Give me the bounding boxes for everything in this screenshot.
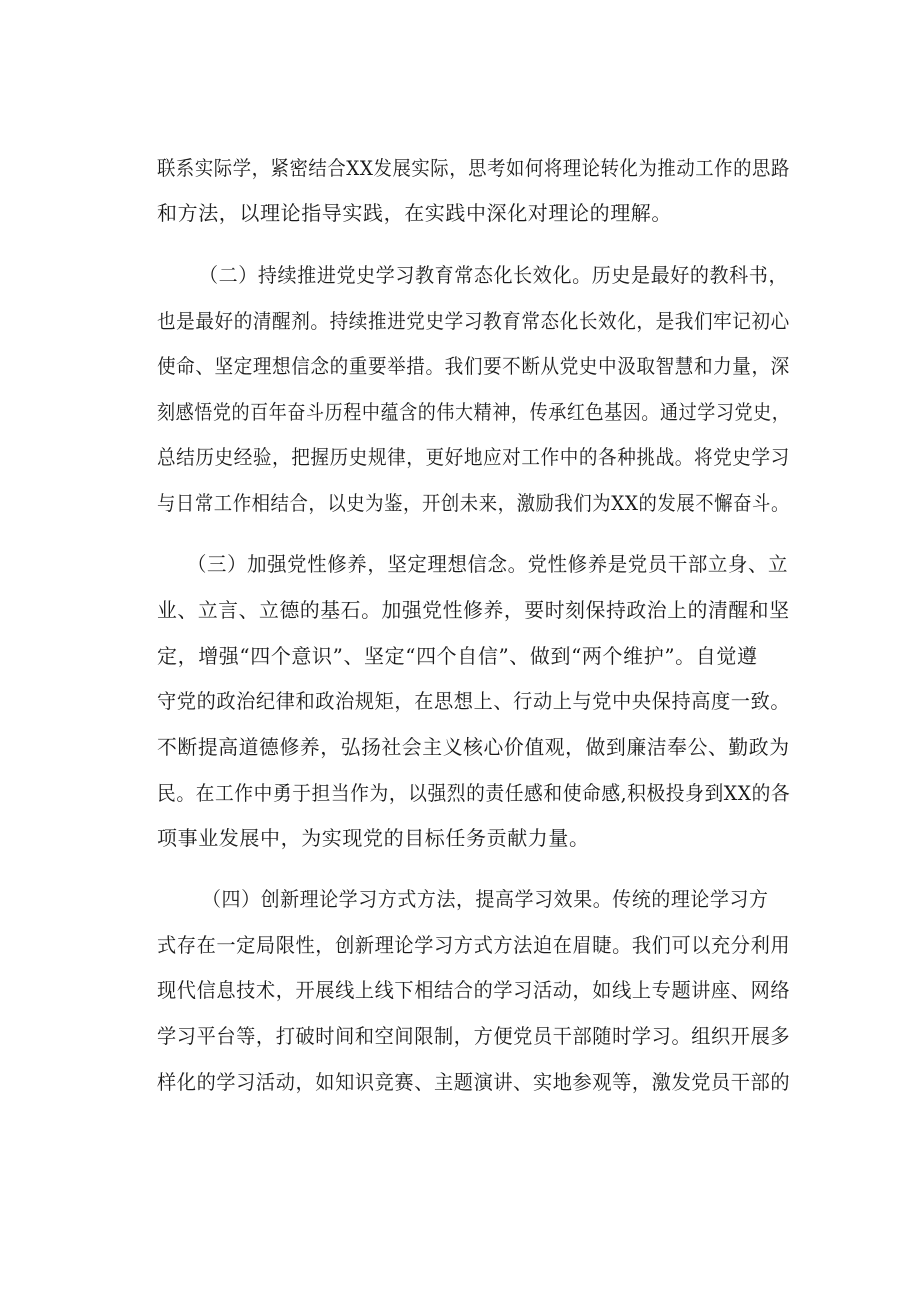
paragraph-3-line-6: 民。在工作中勇于担当作为，以强烈的责任感和使命感,积极投身到XX的各: [157, 781, 791, 805]
paragraph-2-line-3: 使命、坚定理想信念的重要举措。我们要不断从党史中汲取智慧和力量，深: [157, 354, 790, 378]
paragraph-1-line-2: 和方法，以理论指导实践，在实践中深化对理论的理解。: [157, 201, 672, 225]
paragraph-3-line-7: 项事业发展中，为实现党的目标任务贡献力量。: [157, 826, 590, 850]
paragraph-2-line-4: 刻感悟党的百年奋斗历程中蕴含的伟大精神，传承红色基因。通过学习党史，: [157, 400, 791, 424]
paragraph-3-line-3: 定，增强“四个意识”、坚定“四个自信”、做到“两个维护”。自觉遵: [157, 644, 758, 668]
paragraph-4-line-1: （四）创新理论学习方式方法，提高学习效果。传统的理论学习方: [202, 887, 769, 911]
paragraph-4-line-4: 学习平台等，打破时间和空间限制，方便党员干部随时学习。组织开展多: [157, 1024, 791, 1048]
paragraph-3-line-2: 业、立言、立德的基石。加强党性修养，要时刻保持政治上的清醒和坚: [157, 598, 790, 622]
paragraph-3-line-1: （三）加强党性修养，坚定理想信念。党性修养是党员干部立身、立: [187, 552, 789, 576]
paragraph-2-line-1: （二）持续推进党史学习教育常态化长效化。历史是最好的教科书，: [199, 263, 789, 287]
paragraph-1-line-1: 联系实际学，紧密结合XX发展实际，思考如何将理论转化为推动工作的思路: [157, 156, 790, 180]
paragraph-3-line-5: 不断提高道德修养，弘扬社会主义核心价值观，做到廉洁奉公、勤政为: [157, 735, 790, 759]
paragraph-2-line-2: 也是最好的清醒剂。持续推进党史学习教育常态化长效化，是我们牢记初心: [157, 309, 790, 333]
paragraph-4-line-5: 样化的学习活动，如知识竞赛、主题演讲、实地参观等，激发党员干部的: [157, 1070, 791, 1094]
paragraph-4-line-3: 现代信息技术，开展线上线下相结合的学习活动，如线上专题讲座、网络: [157, 978, 791, 1002]
paragraph-4-line-2: 式存在一定局限性，创新理论学习方式方法迫在眉睫。我们可以充分利用: [157, 933, 791, 957]
paragraph-2-line-6: 与日常工作相结合，以史为鉴，开创未来，激励我们为XX的发展不懈奋斗。: [157, 491, 790, 515]
paragraph-3-line-4: 守党的政治纪律和政治规矩，在思想上、行动上与党中央保持高度一致。: [157, 689, 791, 713]
paragraph-2-line-5: 总结历史经验，把握历史规律，更好地应对工作中的各种挑战。将党史学习: [157, 445, 790, 469]
